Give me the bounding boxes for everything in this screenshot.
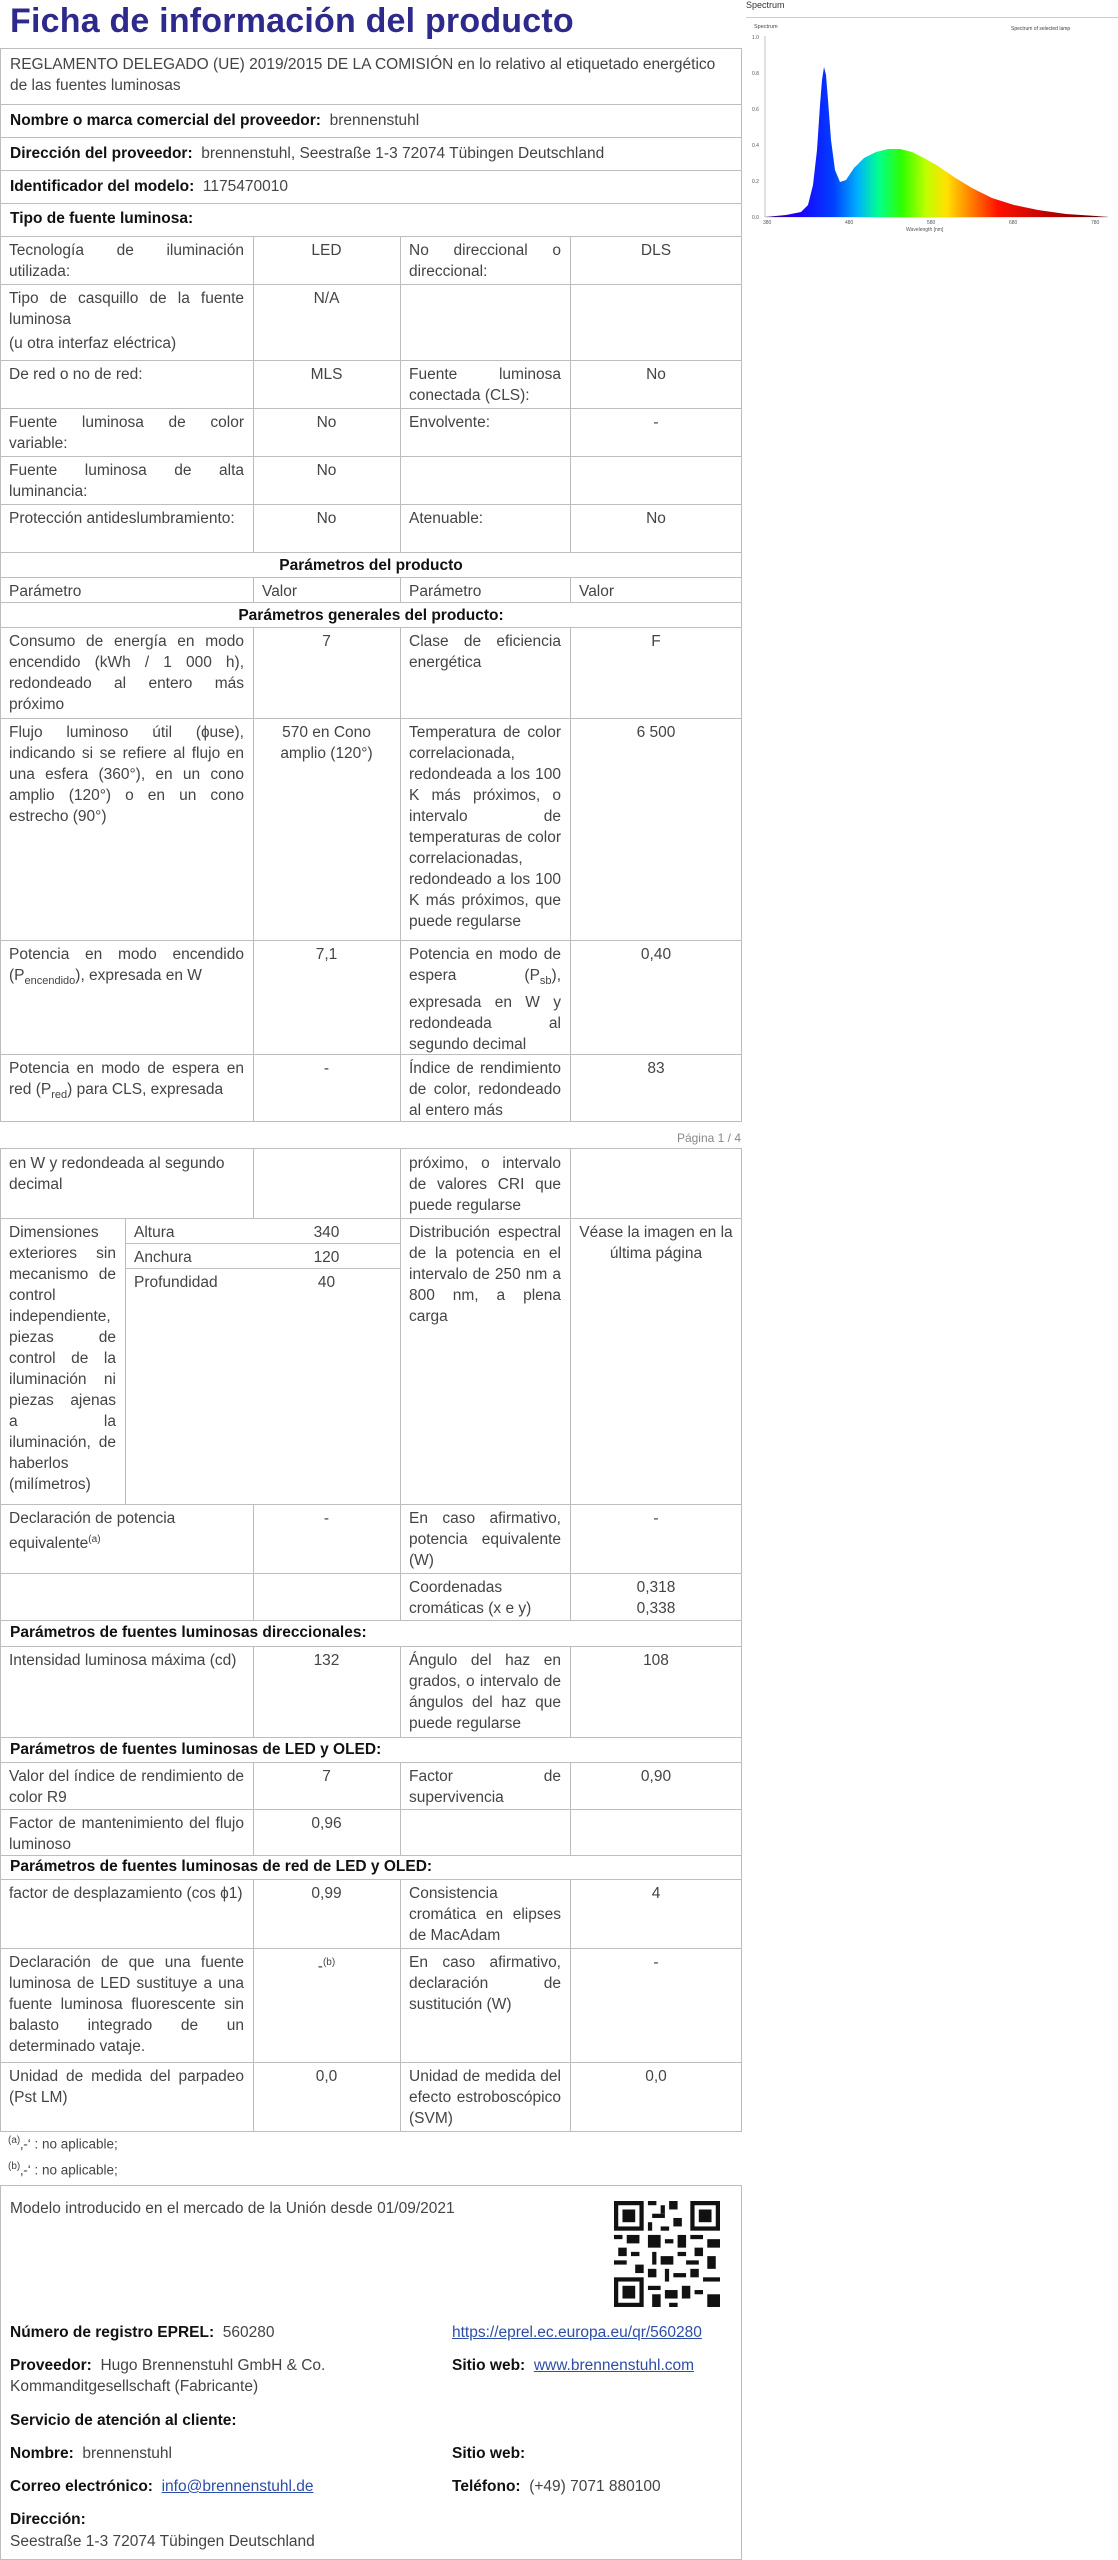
equiv-label: Declaración de potencia equivalente$^{(a)}$ (9, 1510, 176, 1553)
dimmable-label: Atenuable: (409, 510, 484, 527)
beam-angle-label: Ángulo del haz en grados, o intervalo de ángulos del haz que puede regularse (409, 1652, 561, 1732)
general-header: Parámetros generales del producto: (238, 607, 504, 624)
col-value-1: Valor (262, 583, 298, 600)
r9-label: Valor del índice de rendimiento de color R9 (9, 1768, 244, 1806)
stroboscopic-value: 0,0 (645, 2068, 667, 2085)
height-value: 340 (313, 1224, 340, 1241)
survival-value: 0,90 (640, 1768, 672, 1785)
color-tunable-label: Fuente luminosa de color variable: (9, 414, 244, 452)
cri-label: Índice de rendimiento de color, redondeado al entero más (409, 1060, 561, 1119)
standby-power-label: Potencia en modo de espera $(P_{sb})$, expresada en W y redondeada al segundo decimal (409, 946, 561, 1054)
xtick-1: 380 (763, 220, 772, 226)
width-label: Anchura (134, 1249, 192, 1266)
mains-value: MLS (310, 366, 343, 383)
name-row (10, 2443, 172, 2464)
website2-label: Sitio web: (452, 2445, 526, 2462)
eprel-value: 560280 (222, 2324, 275, 2341)
macadam-label: Consistencia cromática en elipses de MacAdam (409, 1885, 561, 1944)
dimensions-label: Dimensiones exteriores sin mecanismo de control independiente, piezas de control de la iluminación ni piezas ajenas a la iluminación, de haberlos (milímetros) (9, 1224, 116, 1493)
email-row (10, 2476, 314, 2497)
envelope-value: - (653, 414, 659, 431)
equiv-power-value: - (653, 1510, 659, 1527)
spectrum-chart (746, 0, 1118, 240)
provider-value: Hugo Brennenstuhl GmbH & Co. Kommanditgesellschaft (Fabricante) (10, 2357, 326, 2395)
address-footer-label: Dirección: (10, 2511, 86, 2528)
cos-phi-value: 0,99 (311, 1885, 342, 1902)
cls-label: Fuente luminosa conectada (CLS): (409, 366, 561, 404)
eprel-row (10, 2322, 274, 2343)
supplier-value: brennenstuhl (329, 112, 420, 129)
replacement-value: -$^{(b)}$ (317, 1957, 336, 1976)
provider-label: Proveedor: (10, 2357, 92, 2374)
energy-value: 7 (322, 633, 331, 650)
phone-value: (+49) 7071 880100 (529, 2478, 661, 2495)
col-param-1: Parámetro (9, 583, 82, 600)
market-date: Modelo introducido en el mercado de la Unión desde 01/09/2021 (10, 2200, 455, 2217)
spectrum-curve (765, 67, 1108, 217)
ytick-5: 0.2 (752, 179, 759, 185)
color-tunable-value: No (316, 414, 337, 431)
equiv-power-label: En caso afirmativo, potencia equivalente (W) (409, 1510, 561, 1569)
depth-label: Profundidad (134, 1274, 218, 1291)
phone-row (452, 2476, 661, 2497)
chroma-label: Coordenadas cromáticas (x e y) (409, 1579, 532, 1617)
class-label: Clase de eficiencia energética (409, 633, 561, 671)
col-value-2: Valor (579, 583, 615, 600)
dimmable-value: No (646, 510, 666, 527)
cos-phi-label: factor de desplazamiento (cos ϕ1) (9, 1885, 243, 1902)
name-label: Nombre: (10, 2445, 74, 2462)
survival-label: Factor de supervivencia (409, 1768, 561, 1806)
cct-label: Temperatura de color correlacionada, redondeada a los 100 K más próximos, o intervalo de temperaturas de color correlacionadas, redondeado a los 100 K más próximos, que puede regularse (409, 724, 561, 930)
flicker-label: Unidad de medida del parpadeo (Pst LM) (9, 2068, 244, 2106)
directional-header: Parámetros de fuentes luminosas direccionales: (10, 1624, 367, 1641)
xtick-3: 580 (927, 220, 936, 226)
cri-label-cont: próximo, o intervalo de valores CRI que puede regularse (409, 1155, 561, 1214)
height-label: Altura (134, 1224, 175, 1241)
anti-glare-label: Protección antideslumbramiento: (9, 510, 235, 527)
directional-value: DLS (640, 242, 672, 259)
flicker-value: 0,0 (315, 2068, 338, 2085)
flux-value: 570 en Cono amplio (120°) (280, 724, 373, 762)
class-value: F (651, 633, 661, 650)
address-label: Dirección del proveedor: (10, 145, 193, 162)
eprel-label: Número de registro EPREL: (10, 2324, 215, 2341)
replacement-label: Declaración de que una fuente luminosa de LED sustituye a una fuente luminosa fluorescente sin balasto integrado de un determinado vataje. (9, 1954, 244, 2055)
maintenance-value: 0,96 (311, 1815, 342, 1832)
supplier-label: Nombre o marca comercial del proveedor: (10, 112, 321, 129)
model-row (10, 176, 288, 197)
cap-value: N/A (313, 290, 340, 307)
cls-value: No (646, 366, 666, 383)
source-type-header: Tipo de fuente luminosa: (10, 210, 194, 227)
col-param-2: Parámetro (409, 583, 482, 600)
cap-label: Tipo de casquillo de la fuente luminosa (u otra interfaz eléctrica) (9, 290, 244, 352)
spectrum-title: Spectrum (746, 0, 785, 10)
beam-angle-value: 108 (643, 1652, 669, 1669)
service-label: Servicio de atención al cliente: (10, 2412, 237, 2429)
page-number: Página 1 / 4 (676, 1131, 741, 1145)
flux-label: Flujo luminoso útil (ɸuse), indicando si se refiere al flujo en una esfera (360°), en un cono amplio (120°) o en un cono estrecho (90°) (9, 724, 244, 825)
mains-label: De red o no de red: (9, 366, 143, 383)
spectrum-panel (746, 0, 1118, 240)
energy-label: Consumo de energía en modo encendido (kWh / 1 000 h), redondeado al entero más próximo (9, 633, 244, 713)
eprel-link[interactable]: https://eprel.ec.europa.eu/qr/560280 (452, 2324, 702, 2341)
directional-label: No direccional o direccional: (409, 242, 561, 280)
ytick-1: 1.0 (752, 35, 759, 41)
tech-value: LED (311, 242, 342, 259)
tech-label: Tecnología de iluminación utilizada: (9, 242, 244, 280)
website-link[interactable]: www.brennenstuhl.com (533, 2357, 695, 2374)
spectrum-subtitle: Spectrum (754, 24, 778, 30)
address-value: brennenstuhl, Seestraße 1-3 72074 Tübingen Deutschland (201, 145, 605, 162)
name-value: brennenstuhl (82, 2445, 172, 2462)
supplier-row (10, 110, 419, 131)
spd-value: Véase la imagen en la última página (579, 1224, 733, 1262)
xtick-4: 680 (1009, 220, 1018, 226)
ytick-3: 0.6 (752, 107, 759, 113)
peak-intensity-label: Intensidad luminosa máxima (cd) (9, 1652, 237, 1669)
depth-value: 40 (317, 1274, 336, 1291)
footnote-a: $^{(a)}$‚-‘ : no aplicable; (8, 2135, 118, 2152)
ytick-6: 0.0 (752, 215, 759, 221)
xtick-2: 480 (845, 220, 854, 226)
replacement-power-label: En caso afirmativo, declaración de sustitución (W) (409, 1954, 561, 2013)
network-standby-value: - (323, 1060, 330, 1077)
cri-value: 83 (647, 1060, 665, 1077)
on-power-value: 7,1 (315, 946, 338, 963)
provider-row (10, 2355, 445, 2397)
phone-label: Teléfono: (452, 2478, 521, 2495)
model-value: 1175470010 (202, 178, 288, 195)
address-footer-value: Seestraße 1-3 72074 Tübingen Deutschland (10, 2533, 315, 2550)
params-header: Parámetros del producto (279, 557, 463, 574)
replacement-power-value: - (653, 1954, 659, 1971)
led-header: Parámetros de fuentes luminosas de LED y OLED: (10, 1741, 382, 1758)
equiv-value: - (323, 1510, 330, 1527)
spectrum-legend: Spectrum of selected lamp (1011, 26, 1071, 32)
envelope-label: Envolvente: (409, 414, 490, 431)
regulation-text: REGLAMENTO DELEGADO (UE) 2019/2015 DE LA COMISIÓN en lo relativo al etiquetado energético de las fuentes luminosas (10, 56, 716, 94)
stroboscopic-label: Unidad de medida del efecto estroboscópico (SVM) (409, 2068, 561, 2127)
qr-code (614, 2201, 720, 2307)
footnote-b: $^{(b)}$‚-‘ : no aplicable; (8, 2161, 118, 2178)
page-title: Ficha de información del producto (10, 2, 574, 40)
on-power-label: Potencia en modo encendido $(P_{encendido})$, expresada en W (9, 946, 244, 988)
address-row (10, 143, 604, 164)
ytick-2: 0.8 (752, 71, 759, 77)
maintenance-label: Factor de mantenimiento del flujo luminoso (9, 1815, 244, 1853)
chroma-value: 0,318 0,338 (636, 1579, 676, 1617)
website-label: Sitio web: (452, 2357, 526, 2374)
xtick-5: 780 (1091, 220, 1100, 226)
width-value: 120 (313, 1249, 340, 1266)
spectrum-xlabel: Wavelength [nm] (906, 227, 944, 233)
r9-value: 7 (322, 1768, 331, 1785)
model-label: Identificador del modelo: (10, 178, 195, 195)
led-mains-header: Parámetros de fuentes luminosas de red de LED y OLED: (10, 1858, 433, 1875)
peak-intensity-value: 132 (313, 1652, 340, 1669)
ytick-4: 0.4 (752, 143, 759, 149)
high-luminance-value: No (316, 462, 337, 479)
email-link[interactable]: info@brennenstuhl.de (161, 2478, 314, 2495)
website-row (452, 2355, 694, 2376)
macadam-value: 4 (651, 1885, 661, 1902)
email-label: Correo electrónico: (10, 2478, 153, 2495)
standby-power-value: 0,40 (640, 946, 672, 963)
anti-glare-value: No (316, 510, 337, 527)
spd-label: Distribución espectral de la potencia en el intervalo de 250 nm a 800 nm, a plena carga (409, 1224, 561, 1325)
cct-value: 6 500 (636, 724, 676, 741)
network-standby-label-cont: en W y redondeada al segundo decimal (9, 1155, 225, 1193)
high-luminance-label: Fuente luminosa de alta luminancia: (9, 462, 244, 500)
network-standby-label: Potencia en modo de espera en red $(P_{red})$ para CLS, expresada (9, 1060, 244, 1102)
